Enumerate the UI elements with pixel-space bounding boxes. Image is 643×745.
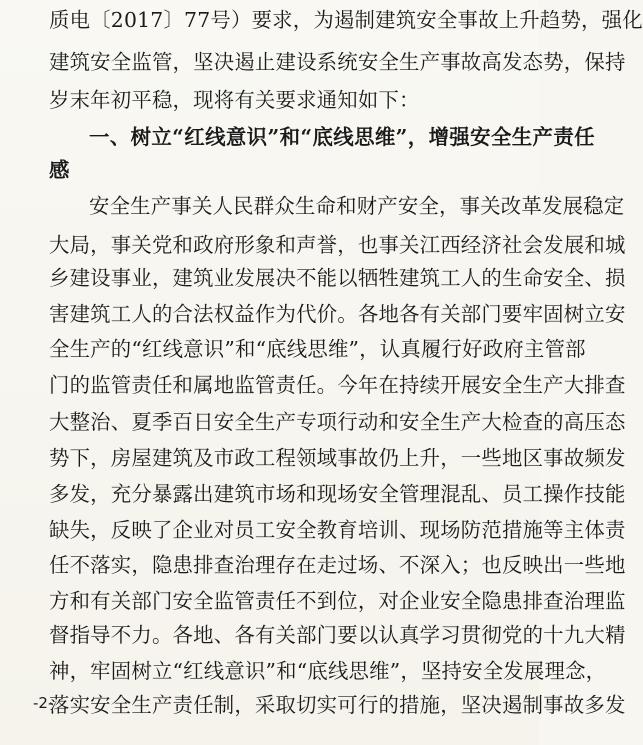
section-heading: 一、树立“红线意识”和“底线思维”，增强安全生产责任 [89,125,595,149]
body-text-line: 害建筑工人的合法权益作为代价。各地各有关部门要牢固树立安 [49,302,626,326]
body-text-line: 落实安全生产责任制，采取切实可行的措施，坚决遏制事故多发 [49,693,626,717]
body-text-line: 缺失，反映了企业对员工安全教育培训、现场防范措施等主体责 [49,518,626,542]
page-number: -2- [33,694,54,712]
section-heading-continuation: 感 [49,158,70,182]
body-text-line: 大整治、夏季百日安全生产专项行动和安全生产大检查的高压态 [49,410,626,434]
body-text-line: 质电〔2017〕77号）要求，为遏制建筑安全事故上升趋势，强化 [49,8,643,32]
body-text-line: 势下，房屋建筑及市政工程领域事故仍上升，一些地区事故频发 [49,446,626,470]
body-text-line: 大局，事关党和政府形象和声誉，也事关江西经济社会发展和城 [49,233,626,257]
body-text-line: 建筑安全监管，坚决遏止建设系统安全生产事故高发态势，保持 [49,50,626,74]
body-text-line: 全生产的“红线意识”和“底线思维”，认真履行好政府主管部 [49,337,586,361]
body-text-line: 乡建设事业，建筑业发展决不能以牺牲建筑工人的生命安全、损 [49,266,626,290]
body-text-line: 岁末年初平稳，现将有关要求通知如下： [49,88,420,112]
body-text-line: 任不落实，隐患排查治理存在走过场、不深入；也反映出一些地 [49,553,626,577]
body-text-line: 门的监管责任和属地监管责任。今年在持续开展安全生产大排查 [49,373,626,397]
body-text-line: 方和有关部门安全监管责任不到位，对企业安全隐患排查治理监 [49,589,626,613]
body-text-line: 督指导不力。各地、各有关部门要以认真学习贯彻党的十九大精 [49,623,626,647]
body-text-line: 神，牢固树立“红线意识”和“底线思维”，坚持安全发展理念， [49,659,607,683]
body-text-line: 多发，充分暴露出建筑市场和现场安全管理混乱、员工操作技能 [49,482,626,506]
paragraph-first-line: 安全生产事关人民群众生命和财产安全，事关改革发展稳定 [89,194,625,218]
